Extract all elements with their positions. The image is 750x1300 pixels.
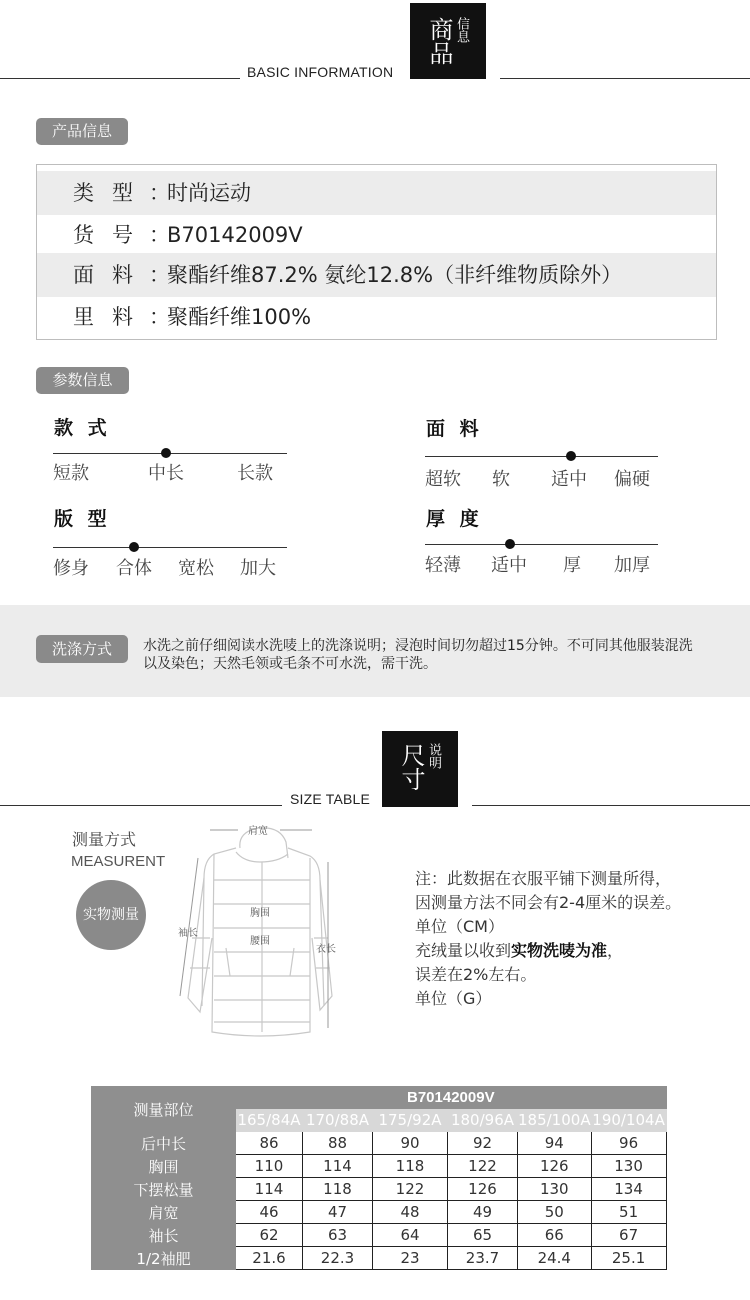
size-table-header-row	[92, 1087, 667, 1109]
note-line-1: 注：此数据在衣服平铺下测量所得，	[415, 869, 672, 888]
table-cell: 88	[303, 1132, 373, 1155]
param-style-option: 中长	[148, 463, 184, 484]
info-row-sku	[37, 213, 716, 257]
info-row-lining	[37, 295, 716, 339]
measure-title-en: MEASURENT	[71, 853, 166, 870]
row-label: 后中长	[92, 1132, 236, 1155]
info-colon: ：	[149, 305, 170, 329]
basic-header-small: 信息	[454, 17, 469, 43]
note-line-4-c: ，	[607, 941, 624, 960]
param-fit-option: 修身	[53, 558, 89, 579]
note-line-2: 因测量方法不同会有2-4厘米的误差。	[415, 893, 682, 912]
table-row	[92, 1201, 667, 1224]
info-value: 聚酯纤维100%	[167, 305, 312, 329]
info-label: 里料	[73, 305, 151, 329]
table-cell: 25.1	[591, 1247, 666, 1270]
param-thickness-title: 厚 度	[426, 508, 483, 530]
param-thickness-marker	[505, 539, 515, 549]
info-value: B70142009V	[167, 223, 303, 247]
table-cell: 130	[591, 1155, 666, 1178]
size-table	[91, 1086, 667, 1270]
param-fit-option: 宽松	[178, 558, 214, 579]
note-line-5: 误差在2%左右。	[415, 965, 537, 984]
size-col: 165/84A	[236, 1109, 303, 1132]
table-cell: 96	[591, 1132, 666, 1155]
param-fit-scale	[53, 547, 287, 548]
table-cell: 122	[373, 1178, 448, 1201]
table-cell: 51	[591, 1201, 666, 1224]
note-line-4-b: 实物洗唛为准	[511, 941, 608, 960]
table-cell: 24.4	[518, 1247, 592, 1270]
table-cell: 22.3	[303, 1247, 373, 1270]
size-header-big: 尺寸	[397, 743, 425, 791]
washing-pill: 洗涤方式	[36, 635, 128, 663]
table-cell: 126	[518, 1155, 592, 1178]
info-colon: ：	[149, 223, 170, 247]
measure-title-cn: 测量方式	[72, 830, 137, 849]
param-style-title: 款 式	[54, 417, 111, 439]
table-cell: 65	[448, 1224, 518, 1247]
table-cell: 94	[518, 1132, 592, 1155]
table-row	[92, 1155, 667, 1178]
basic-header-en: BASIC INFORMATION	[247, 64, 394, 80]
row-label: 袖长	[92, 1224, 236, 1247]
diagram-label-sleeve: 袖长	[178, 928, 198, 939]
table-cell: 48	[373, 1201, 448, 1224]
param-fabric-option: 适中	[551, 469, 587, 490]
table-cell: 46	[236, 1201, 303, 1224]
size-header-small: 说明	[426, 743, 441, 769]
size-col: 190/104A	[591, 1109, 666, 1132]
size-table-corner: 测量部位	[92, 1087, 236, 1132]
table-cell: 86	[236, 1132, 303, 1155]
info-row-type	[37, 171, 716, 215]
table-cell: 126	[448, 1178, 518, 1201]
param-fit-option: 加大	[240, 558, 276, 579]
size-table-model: B70142009V	[236, 1087, 667, 1109]
measure-badge: 实物测量	[76, 880, 146, 950]
basic-header-big: 商品	[425, 17, 453, 65]
size-header-line-left	[0, 805, 282, 806]
table-cell: 130	[518, 1178, 592, 1201]
diagram-label-length: 衣长	[316, 944, 336, 955]
table-row	[92, 1224, 667, 1247]
table-cell: 114	[236, 1178, 303, 1201]
table-cell: 49	[448, 1201, 518, 1224]
table-cell: 134	[591, 1178, 666, 1201]
product-info-table	[36, 164, 717, 340]
basic-header-box	[410, 3, 486, 79]
param-fit-marker	[129, 542, 139, 552]
table-cell: 50	[518, 1201, 592, 1224]
param-thickness-option: 加厚	[614, 555, 650, 576]
params-pill: 参数信息	[36, 367, 129, 394]
note-line-3: 单位（CM）	[415, 917, 504, 936]
table-cell: 90	[373, 1132, 448, 1155]
info-value: 聚酯纤维87.2% 氨纶12.8%（非纤维物质除外）	[167, 263, 623, 287]
note-line-6: 单位（G）	[415, 989, 492, 1008]
table-cell: 62	[236, 1224, 303, 1247]
row-label: 肩宽	[92, 1201, 236, 1224]
size-col: 175/92A	[373, 1109, 448, 1132]
note-line-4	[415, 938, 623, 961]
info-row-fabric	[37, 253, 716, 297]
param-thickness-option: 轻薄	[425, 555, 461, 576]
size-header-en: SIZE TABLE	[290, 791, 371, 807]
row-label: 下摆松量	[92, 1178, 236, 1201]
info-label: 类型	[73, 181, 151, 205]
table-cell: 118	[373, 1155, 448, 1178]
info-value: 时尚运动	[167, 181, 251, 205]
param-fabric-scale	[425, 456, 658, 457]
table-cell: 114	[303, 1155, 373, 1178]
param-thickness-option: 适中	[491, 555, 527, 576]
table-cell: 23.7	[448, 1247, 518, 1270]
table-cell: 67	[591, 1224, 666, 1247]
param-fit-option: 合体	[116, 558, 152, 579]
row-label: 胸围	[92, 1155, 236, 1178]
param-thickness-option: 厚	[563, 555, 581, 576]
table-cell: 23	[373, 1247, 448, 1270]
row-label: 1/2袖肥	[92, 1247, 236, 1270]
param-style-marker	[161, 448, 171, 458]
param-fabric-title: 面 料	[426, 418, 483, 440]
param-style-option: 长款	[237, 463, 273, 484]
table-row	[92, 1178, 667, 1201]
table-cell: 122	[448, 1155, 518, 1178]
product-info-pill: 产品信息	[36, 118, 128, 145]
note-line-4-a: 充绒量以收到	[415, 941, 512, 960]
table-cell: 118	[303, 1178, 373, 1201]
size-header-line-right	[472, 805, 750, 806]
size-col: 185/100A	[518, 1109, 592, 1132]
table-row	[92, 1132, 667, 1155]
info-colon: ：	[149, 181, 170, 205]
table-cell: 92	[448, 1132, 518, 1155]
size-header-box	[382, 731, 458, 807]
param-thickness-scale	[425, 544, 658, 545]
washing-text: 水洗之前仔细阅读水洗唛上的洗涤说明；浸泡时间切勿超过15分钟。不可同其他服装混洗以及染色；天然毛领或毛条不可水洗，需干洗。	[143, 638, 693, 672]
info-label: 面料	[73, 263, 151, 287]
param-fabric-option: 偏硬	[614, 469, 650, 490]
size-table-body	[92, 1132, 667, 1270]
size-col: 170/88A	[303, 1109, 373, 1132]
info-colon: ：	[149, 263, 170, 287]
basic-header-line-right	[500, 78, 750, 79]
param-fabric-marker	[566, 451, 576, 461]
diagram-label-shoulder: 肩宽	[248, 826, 268, 837]
diagram-label-waist: 腰围	[250, 936, 270, 947]
table-cell: 21.6	[236, 1247, 303, 1270]
param-fabric-option: 软	[492, 469, 510, 490]
param-fit-title: 版 型	[54, 508, 111, 530]
info-label: 货号	[73, 223, 151, 247]
table-cell: 63	[303, 1224, 373, 1247]
table-cell: 66	[518, 1224, 592, 1247]
table-row	[92, 1247, 667, 1270]
table-cell: 110	[236, 1155, 303, 1178]
table-cell: 47	[303, 1201, 373, 1224]
table-cell: 64	[373, 1224, 448, 1247]
basic-header-line-left	[0, 78, 240, 79]
param-fabric-option: 超软	[425, 469, 461, 490]
diagram-label-chest: 胸围	[250, 908, 270, 919]
size-col: 180/96A	[448, 1109, 518, 1132]
param-style-option: 短款	[53, 463, 89, 484]
